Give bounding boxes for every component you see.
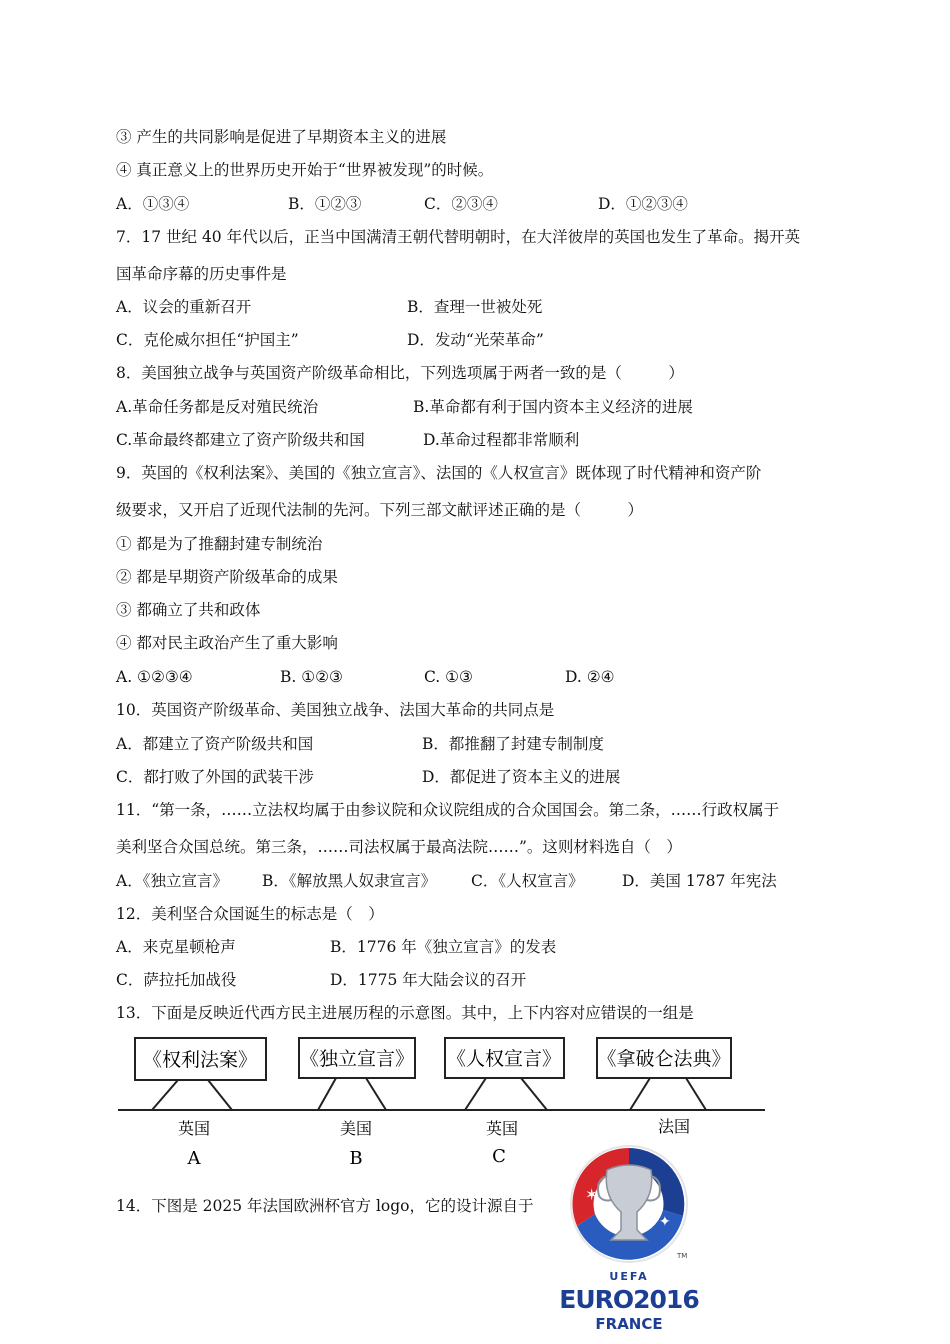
- diagram-box-label: 《拿破仑法典》: [597, 1048, 731, 1070]
- q7-stem-line1: 7．17 世纪 40 年代以后，正当中国满清王朝代替明朝时，在大洋彼岸的英国也发生了革命。揭开英: [116, 228, 801, 246]
- star-icon: ✶: [585, 1185, 599, 1204]
- figure-icon: ✦: [659, 1214, 671, 1230]
- diagram-option-letter: B: [349, 1148, 363, 1169]
- diagram-box-label: 《权利法案》: [142, 1049, 258, 1071]
- q13-stem: 13．下面是反映近代西方民主进展历程的示意图。其中，上下内容对应错误的一组是: [116, 1004, 694, 1022]
- q7-option-d: D．发动“光荣革命”: [407, 331, 544, 349]
- logo-uefa-text: UEFA: [609, 1270, 649, 1283]
- q10-stem: 10．英国资产阶级革命、美国独立战争、法国大革命的共同点是: [116, 701, 555, 719]
- logo-france-text: FRANCE: [595, 1315, 663, 1333]
- q11-option-b: B．《解放黑人奴隶宣言》: [262, 872, 437, 890]
- q8-option-b: B.革命都有利于国内资本主义经济的进展: [413, 398, 693, 416]
- q9-stem-line2: 级要求，又开启了近现代法制的先河。下列三部文献评述正确的是（ ）: [116, 501, 644, 519]
- diagram-option-letter: A: [187, 1148, 201, 1169]
- q6-option-b: B．①②③: [288, 195, 362, 213]
- q6-statement-4: ④ 真正意义上的世界历史开始于“世界被发现”的时候。: [116, 161, 494, 179]
- q6-option-a: A．①③④: [116, 195, 190, 213]
- diagram-connector-1: [152, 1080, 232, 1110]
- logo-trademark: TM: [677, 1252, 688, 1260]
- q8-option-c: C.革命最终都建立了资产阶级共和国: [116, 431, 365, 449]
- diagram-country-label: 法国: [657, 1117, 691, 1136]
- q10-option-a: A．都建立了资产阶级共和国: [116, 735, 314, 753]
- q11-stem-line2: 美利坚合众国总统。第三条，……司法权属于最高法院……”。这则材料选自（ ）: [116, 838, 682, 856]
- q12-stem: 12．美利坚合众国诞生的标志是（ ）: [116, 905, 384, 923]
- q11-option-a: A．《独立宣言》: [116, 872, 228, 890]
- diagram-country-label: 美国: [339, 1119, 373, 1138]
- q11-option-c: C．《人权宣言》: [471, 872, 584, 890]
- q11-option-d: D．美国 1787 年宪法: [622, 872, 777, 890]
- q12-option-c: C．萨拉托加战役: [116, 971, 237, 989]
- euro-2016-logo: [555, 1140, 715, 1336]
- diagram-connector-4: [630, 1078, 706, 1110]
- diagram-box-label: 《人权宣言》: [446, 1048, 562, 1070]
- q9-statement-1: ① 都是为了推翻封建专制统治: [116, 535, 323, 553]
- q6-option-d: D．①②③④: [598, 195, 688, 213]
- q14-stem: 14．下图是 2025 年法国欧洲杯官方 logo，它的设计源自于: [116, 1197, 534, 1215]
- q10-option-d: D．都促进了资本主义的进展: [422, 768, 621, 786]
- q7-option-b: B．查理一世被处死: [407, 298, 543, 316]
- q8-stem: 8．美国独立战争与英国资产阶级革命相比，下列选项属于两者一致的是（ ）: [116, 364, 684, 382]
- logo-euro-text: EURO2016: [559, 1285, 699, 1314]
- q7-option-a: A．议会的重新召开: [116, 298, 252, 316]
- q10-option-b: B．都推翻了封建专制制度: [422, 735, 604, 753]
- q12-option-b: B．1776 年《独立宣言》的发表: [330, 938, 557, 956]
- diagram-country-label: 英国: [485, 1119, 519, 1138]
- diagram-connector-3: [465, 1078, 547, 1110]
- diagram-connector-2: [318, 1078, 386, 1110]
- q8-option-d: D.革命过程都非常顺利: [423, 431, 580, 449]
- q9-option-b: B. ①②③: [280, 668, 343, 686]
- q9-statement-4: ④ 都对民主政治产生了重大影响: [116, 634, 338, 652]
- q12-option-a: A．来克星顿枪声: [116, 938, 236, 956]
- q9-option-a: A. ①②③④: [116, 668, 193, 686]
- diagram-option-letter: C: [492, 1146, 506, 1167]
- q11-stem-line1: 11．“第一条，……立法权均属于由参议院和众议院组成的合众国国会。第二条，……行政权属于: [116, 801, 780, 819]
- q12-option-d: D．1775 年大陆会议的召开: [330, 971, 527, 989]
- q9-statement-3: ③ 都确立了共和政体: [116, 601, 261, 619]
- q7-option-c: C．克伦威尔担任“护国主”: [116, 331, 299, 349]
- q9-stem-line1: 9．英国的《权利法案》、美国的《独立宣言》、法国的《人权宣言》既体现了时代精神和资产阶: [116, 464, 762, 482]
- q9-option-c: C. ①③: [424, 668, 473, 686]
- q6-statement-3: ③ 产生的共同影响是促进了早期资本主义的进展: [116, 128, 447, 146]
- q10-option-c: C．都打败了外国的武装干涉: [116, 768, 314, 786]
- diagram-box-label: 《独立宣言》: [299, 1048, 415, 1070]
- q8-option-a: A.革命任务都是反对殖民统治: [116, 398, 319, 416]
- q9-option-d: D. ②④: [565, 668, 615, 686]
- q6-option-c: C．②③④: [424, 195, 498, 213]
- q9-statement-2: ② 都是早期资产阶级革命的成果: [116, 568, 338, 586]
- q7-stem-line2: 国革命序幕的历史事件是: [116, 265, 287, 283]
- diagram-country-label: 英国: [177, 1119, 211, 1138]
